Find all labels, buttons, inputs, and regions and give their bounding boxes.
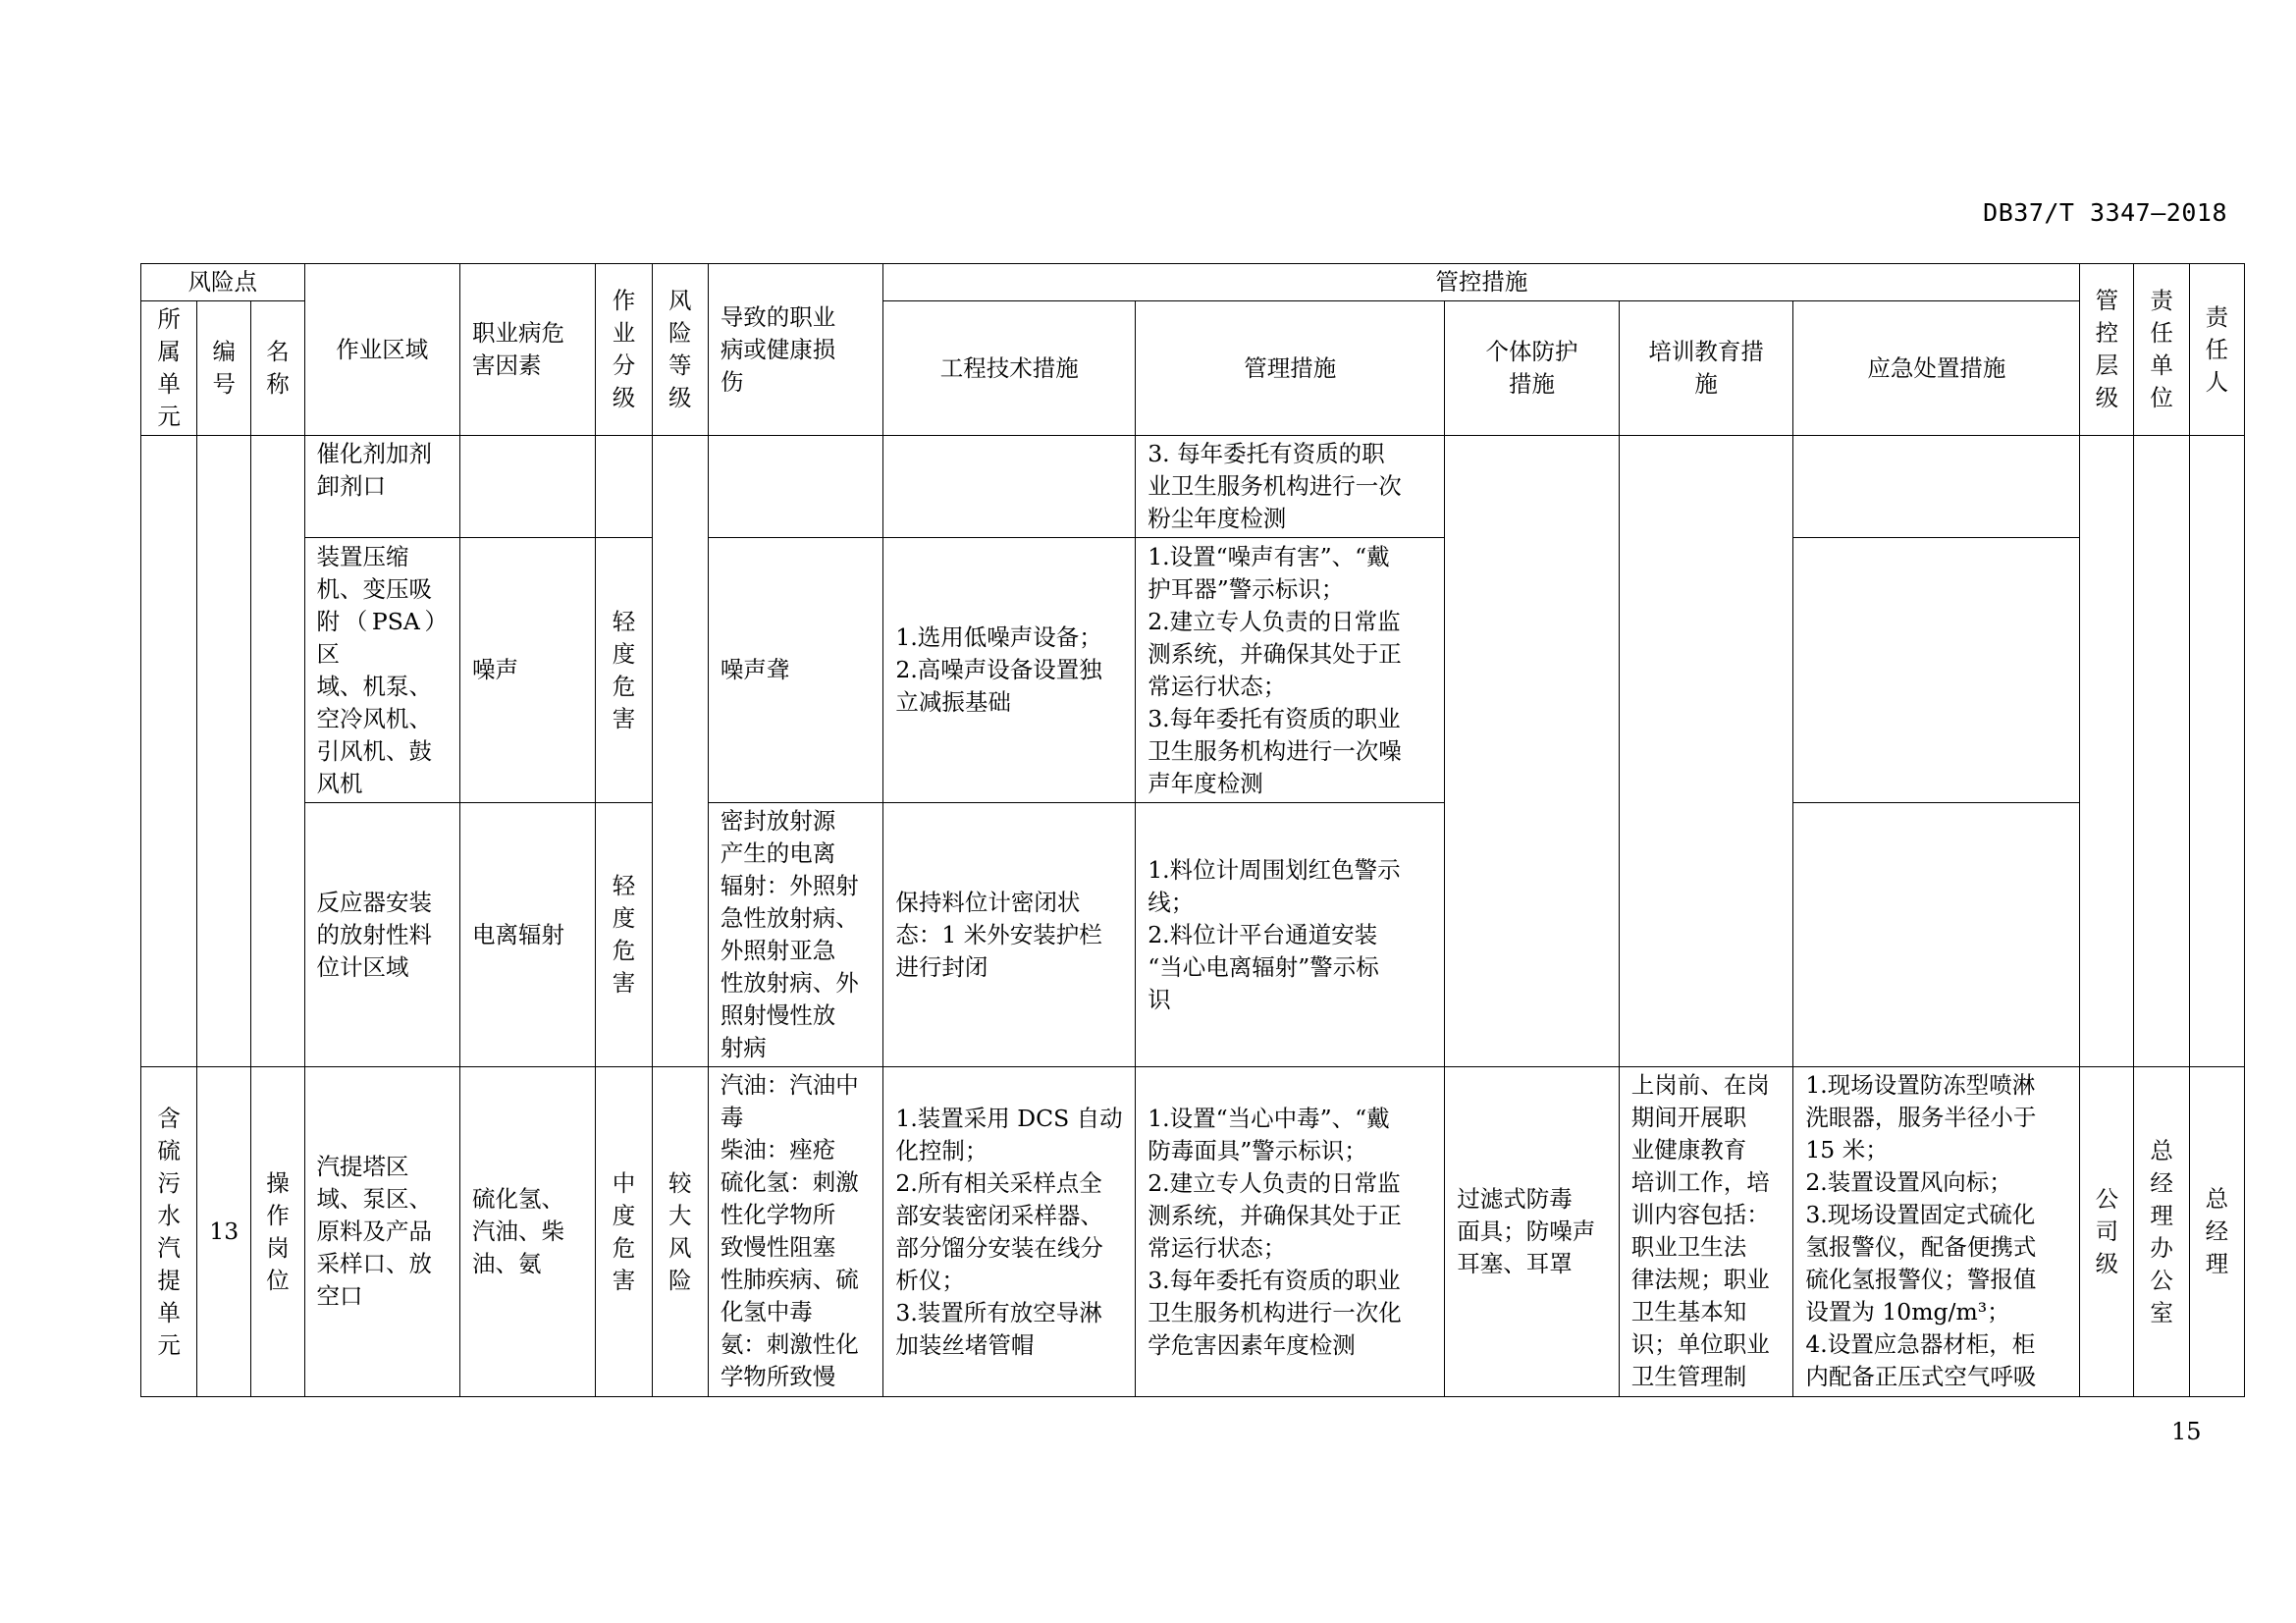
name-cell: 操 作 岗 位 — [251, 1067, 304, 1397]
header-ppe: 个体防护 措施 — [1445, 301, 1620, 436]
risk-control-table — [140, 263, 2245, 1397]
emergency-cell: 1.现场设置防冻型喷淋 洗眼器，服务半径小于 15 米； 2.装置设置风向标； 3.现场设置固定式硫化 氢报警仪，配备便携式 硫化氢报警仪；警报值 设置为 10mg/m³； 4.设置应急器材柜，柜 内配备正压式空气呼吸 — [1793, 1067, 2080, 1397]
header-resp-unit: 责 任 单 位 — [2134, 264, 2189, 436]
table-row — [141, 436, 2245, 538]
header-risk-point: 风险点 — [141, 264, 305, 301]
header-engineering: 工程技术措施 — [883, 301, 1136, 436]
header-emergency: 应急处置措施 — [1793, 301, 2080, 436]
unit-cell — [141, 436, 197, 1067]
work-grade-cell: 中 度 危 害 — [596, 1067, 652, 1397]
ppe-cell: 过滤式防毒 面具；防噪声 耳塞、耳罩 — [1445, 1067, 1620, 1397]
work-area-cell: 汽提塔区 域、泵区、 原料及产品 采样口、放 空口 — [304, 1067, 460, 1397]
table-row — [141, 538, 2245, 803]
management-cell: 3. 每年委托有资质的职 业卫生服务机构进行一次 粉尘年度检测 — [1136, 436, 1445, 538]
risk-level-cell — [652, 436, 708, 1067]
header-work-grade: 作 业 分 级 — [596, 264, 652, 436]
document-code: DB37/T 3347—2018 — [1983, 198, 2227, 227]
number-cell — [197, 436, 251, 1067]
header-training: 培训教育措 施 — [1619, 301, 1793, 436]
resp-unit-cell: 总 经 理 办 公 室 — [2134, 1067, 2189, 1397]
header-name: 名 称 — [251, 301, 304, 436]
table-row — [141, 803, 2245, 1067]
header-number: 编 号 — [197, 301, 251, 436]
header-control-level: 管 控 层 级 — [2080, 264, 2134, 436]
unit-cell: 含 硫 污 水 汽 提 单 元 — [141, 1067, 197, 1397]
control-level-cell: 公 司 级 — [2080, 1067, 2134, 1397]
header-management: 管理措施 — [1136, 301, 1445, 436]
table-row — [141, 1067, 2245, 1397]
health-damage-cell — [708, 436, 883, 538]
header-row-1 — [141, 264, 2245, 301]
header-work-area: 作业区域 — [304, 264, 460, 436]
emergency-cell — [1793, 538, 2080, 803]
emergency-cell — [1793, 436, 2080, 538]
management-cell: 1.设置“噪声有害”、“戴 护耳器”警示标识； 2.建立专人负责的日常监 测系统，并确保其处于正 常运行状态； 3.每年委托有资质的职业 卫生服务机构进行一次噪 声年度检测 — [1136, 538, 1445, 803]
emergency-cell — [1793, 803, 2080, 1067]
work-grade-cell: 轻 度 危 害 — [596, 538, 652, 803]
header-risk-level: 风 险 等 级 — [652, 264, 708, 436]
ppe-cell — [1445, 436, 1620, 1067]
name-cell — [251, 436, 304, 1067]
health-damage-cell: 密封放射源 产生的电离 辐射：外照射 急性放射病、 外照射亚急 性放射病、外 照射慢性放 射病 — [708, 803, 883, 1067]
engineering-cell: 保持料位计密闭状 态：1 米外安装护栏 进行封闭 — [883, 803, 1136, 1067]
header-control-measures: 管控措施 — [883, 264, 2080, 301]
management-cell: 1.设置“当心中毒”、“戴 防毒面具”警示标识； 2.建立专人负责的日常监 测系统，并确保其处于正 常运行状态； 3.每年委托有资质的职业 卫生服务机构进行一次化 学危害因素年度检测 — [1136, 1067, 1445, 1397]
management-cell: 1.料位计周围划红色警示 线； 2.料位计平台通道安装 “当心电离辐射”警示标 识 — [1136, 803, 1445, 1067]
engineering-cell: 1.装置采用 DCS 自动 化控制； 2.所有相关采样点全 部安装密闭采样器、 部分馏分安装在线分 析仪； 3.装置所有放空导淋 加装丝堵管帽 — [883, 1067, 1136, 1397]
page-number: 15 — [2171, 1418, 2202, 1445]
resp-person-cell: 总 经 理 — [2189, 1067, 2244, 1397]
work-area-cell: 装置压缩 机、变压吸 附（PSA）区 域、机泵、 空冷风机、 引风机、鼓 风机 — [304, 538, 460, 803]
health-damage-cell: 汽油：汽油中 毒 柴油：痤疮 硫化氢：刺激 性化学物所 致慢性阻塞 性肺疾病、硫 化氢中毒 氨：刺激性化 学物所致慢 — [708, 1067, 883, 1397]
work-area-cell: 反应器安装 的放射性料 位计区域 — [304, 803, 460, 1067]
header-health-damage: 导致的职业 病或健康损 伤 — [708, 264, 883, 436]
hazard-cell: 电离辐射 — [460, 803, 596, 1067]
engineering-cell: 1.选用低噪声设备； 2.高噪声设备设置独 立减振基础 — [883, 538, 1136, 803]
hazard-cell — [460, 436, 596, 538]
header-hazard: 职业病危 害因素 — [460, 264, 596, 436]
hazard-cell: 噪声 — [460, 538, 596, 803]
control-level-cell — [2080, 436, 2134, 1067]
header-unit: 所 属 单 元 — [141, 301, 197, 436]
training-cell: 上岗前、在岗 期间开展职 业健康教育 培训工作，培 训内容包括： 职业卫生法 律法规；职业 卫生基本知 识；单位职业 卫生管理制 — [1619, 1067, 1793, 1397]
hazard-cell: 硫化氢、 汽油、柴 油、氨 — [460, 1067, 596, 1397]
header-resp-person: 责 任 人 — [2189, 264, 2244, 436]
resp-unit-cell — [2134, 436, 2189, 1067]
resp-person-cell — [2189, 436, 2244, 1067]
work-grade-cell: 轻 度 危 害 — [596, 803, 652, 1067]
number-cell: 13 — [197, 1067, 251, 1397]
risk-level-cell: 较 大 风 险 — [652, 1067, 708, 1397]
training-cell — [1619, 436, 1793, 1067]
engineering-cell — [883, 436, 1136, 538]
work-grade-cell — [596, 436, 652, 538]
health-damage-cell: 噪声聋 — [708, 538, 883, 803]
work-area-cell: 催化剂加剂 卸剂口 — [304, 436, 460, 538]
